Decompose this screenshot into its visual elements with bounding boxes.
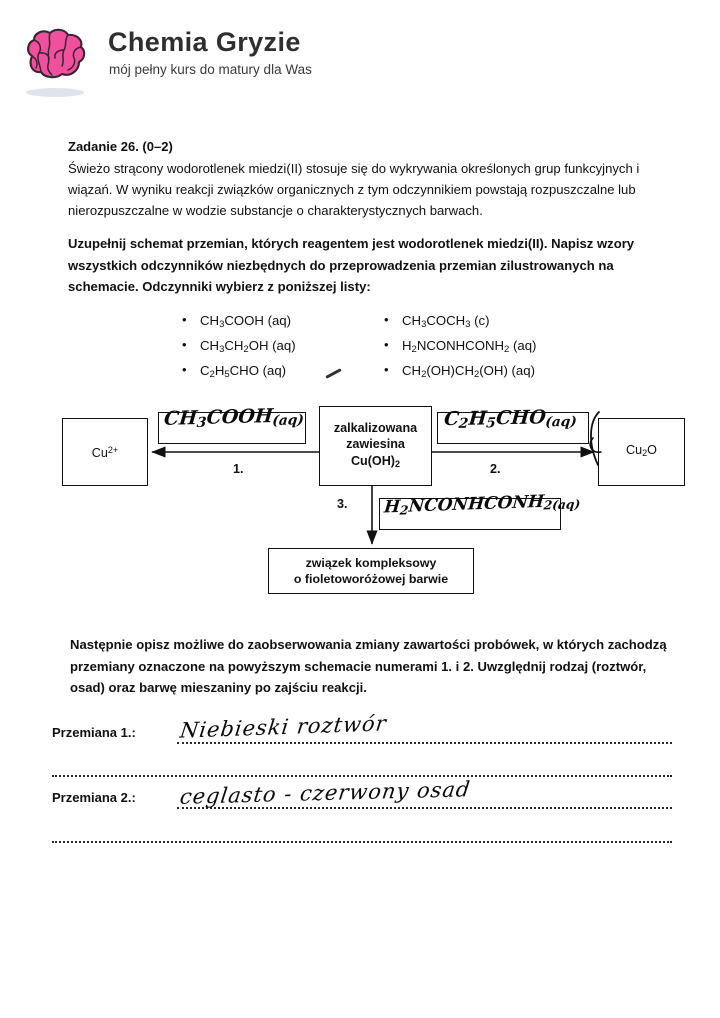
- reaction-scheme: [0, 360, 720, 620]
- logo-shadow: [26, 88, 84, 97]
- complex-line-1: związek kompleksowy: [305, 555, 437, 570]
- brand-subtitle: mój pełny kurs do matury dla Was: [109, 62, 312, 77]
- suspension-line-3: $Cu(OH)_2$: [350, 453, 401, 469]
- reagent-item: • $CH_3COOH$ (aq): [180, 310, 296, 335]
- suspension-line-2: zawiesina: [346, 437, 405, 452]
- answer-row-przemiana-1: [52, 711, 672, 751]
- brand-title: Chemia Gryzie: [108, 27, 301, 57]
- answer-label-1: Przemiana 1.:: [52, 725, 136, 740]
- handwritten-answer-2: ceglasto - czerwony osad: [178, 777, 473, 809]
- answer-dotted-line-1[interactable]: [177, 742, 672, 744]
- answer-box-reagent-2[interactable]: [437, 412, 589, 444]
- handwritten-reagent-1: $CH_3COOH_{(aq)}$: [163, 404, 305, 432]
- reagent-item: • $H_2NCONHCONH_2$ (aq): [382, 335, 536, 360]
- suspension-line-1: zalkalizowana: [333, 420, 418, 435]
- handwritten-reagent-2: $C_2H_5CHO_{(aq)}$: [443, 406, 578, 432]
- arrow-label-3: 3.: [337, 497, 348, 511]
- arrow-label-2: 2.: [490, 462, 501, 476]
- reagent-item: • $CH_3COCH_3$ (c): [382, 310, 536, 335]
- answer-label-2: Przemiana 2.:: [52, 790, 136, 805]
- scheme-box-suspension: [319, 406, 432, 486]
- task-command-paragraph: Uzupełnij schemat przemian, których reagentem jest wodorotlenek miedzi(II). Napisz wzory wszystkich odczynników niezbędnych do przeprowadzenia przemian zilustrowanych na schemacie. Odczynniki wybierz z poniższej listy:: [68, 236, 635, 294]
- reagent-item: • $CH_3CH_2OH$ (aq): [180, 335, 296, 360]
- scheme-box-complex-product: [268, 548, 474, 594]
- handwritten-reagent-3: $H_2NCONHCONH_{2(aq)}$: [383, 491, 581, 518]
- answer-instruction-paragraph: Następnie opisz możliwe do zaobserwowania zmiany zawartości probówek, w których zachodzą przemiany oznaczone na powyższym schemacie numerami 1. i 2. Uwzględnij rodzaj (roztwór, osad) oraz barwę mieszaniny po zajściu reakcji.: [70, 637, 667, 695]
- task-title: Zadanie 26. (0–2): [68, 139, 173, 154]
- handwritten-scribble-mark: [585, 410, 611, 468]
- answer-row-przemiana-2: [52, 777, 672, 816]
- reagent-item: • $C_2H_5CHO$ (aq): [180, 360, 296, 385]
- scheme-box-cu2plus-label: $Cu^{2+}$: [91, 445, 119, 461]
- brand-header: [0, 0, 720, 118]
- answer-box-reagent-3[interactable]: [379, 498, 561, 530]
- arrow-label-1: 1.: [233, 462, 244, 476]
- brain-icon: [22, 26, 88, 82]
- scheme-box-cu2plus: [62, 418, 148, 486]
- scheme-box-cu2o-label: $Cu_2O$: [626, 443, 657, 459]
- answer-dotted-line-2[interactable]: [177, 807, 672, 809]
- scheme-box-cu2o: [598, 418, 685, 486]
- handwritten-answer-1: Niebieski roztwór: [178, 711, 389, 743]
- answer-dotted-line-free-2[interactable]: [52, 841, 672, 843]
- answer-box-reagent-1[interactable]: [158, 412, 306, 444]
- reagent-item: • $CH_2(OH)CH_2(OH)$ (aq): [382, 360, 536, 385]
- complex-line-2: o fioletoworóżowej barwie: [293, 572, 449, 586]
- answer-dotted-line-free-1[interactable]: [52, 775, 672, 777]
- task-intro-paragraph: Świeżo strącony wodorotlenek miedzi(II) stosuje się do wykrywania określonych grup funkcyjnych i wiązań. W wyniku reakcji związków organicznych z tym odczynnikiem powstają rozpuszczalne lub nierozpuszczalne w wodzie substancje o charakterystycznych barwach.: [68, 161, 640, 218]
